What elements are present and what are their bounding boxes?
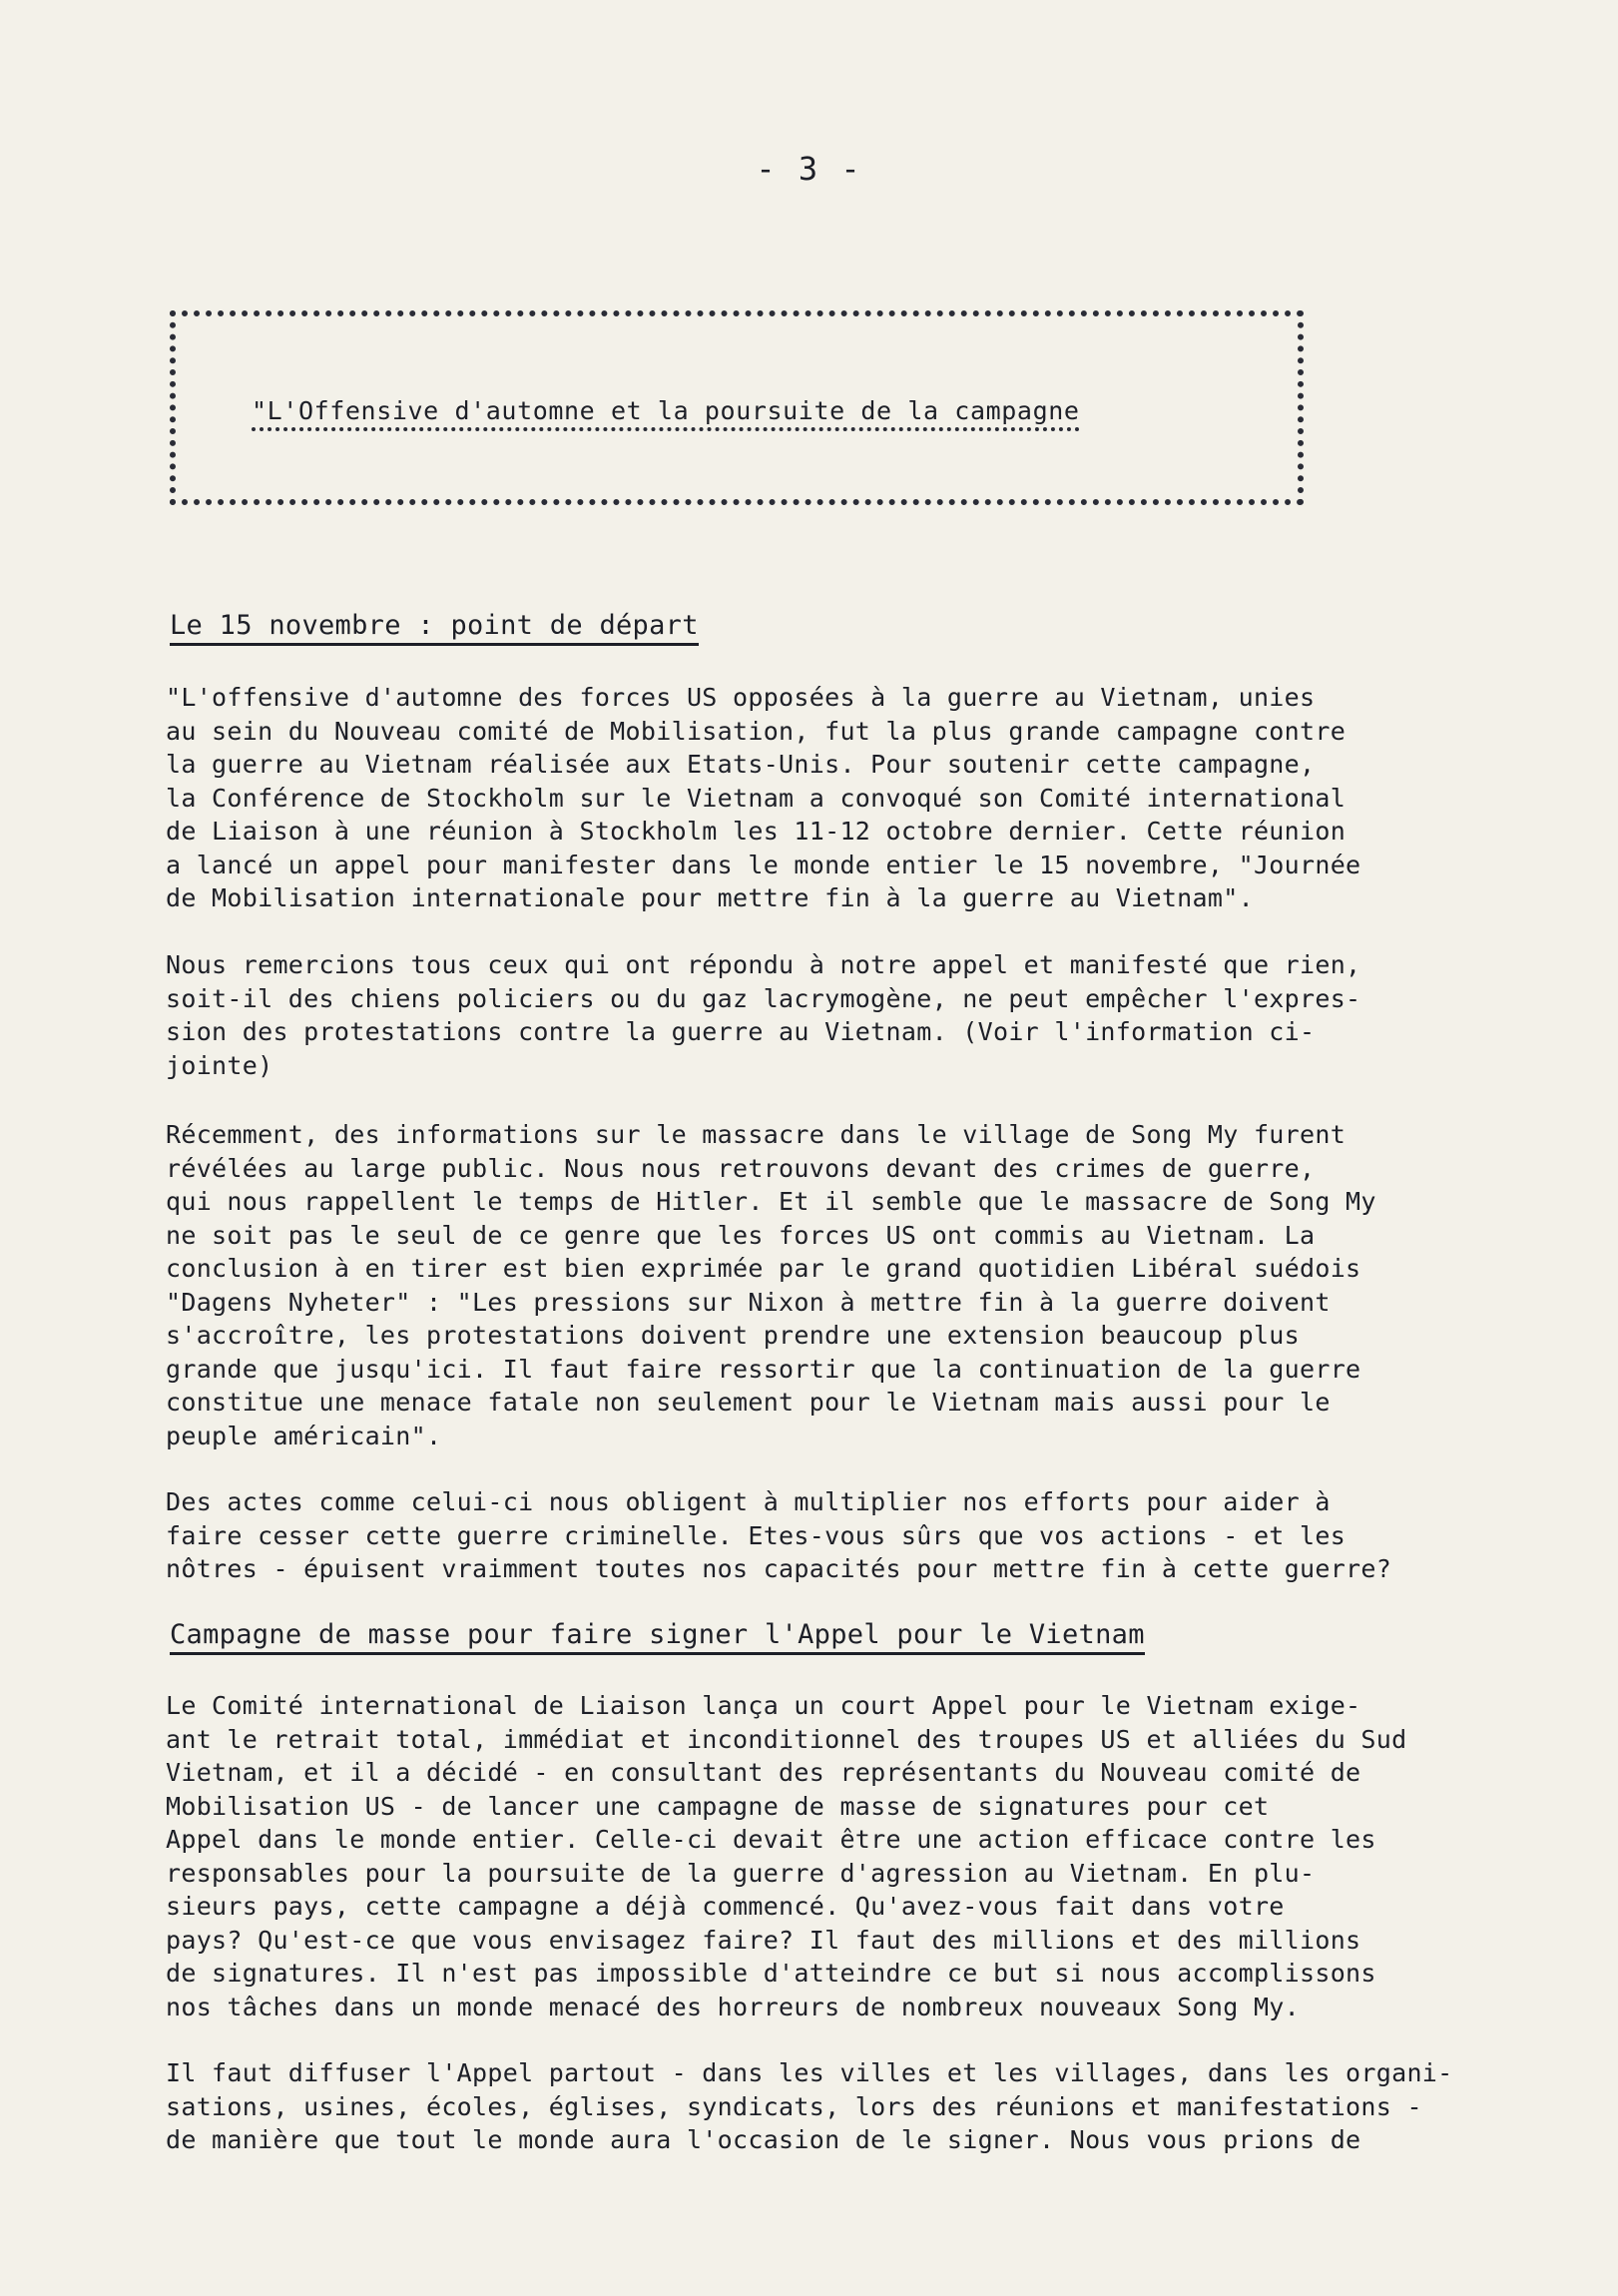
- text-line: sion des protestations contre la guerre au Vietnam. (Voir l'information ci-: [166, 1017, 1316, 1046]
- text-line: Nous remercions tous ceux qui ont répondu à notre appel et manifesté que rien,: [166, 950, 1361, 979]
- text-line: sations, usines, écoles, églises, syndicats, lors des réunions et manifestations -: [166, 2091, 1422, 2121]
- text-line: grande que jusqu'ici. Il faut faire ressortir que la continuation de la guerre: [166, 1354, 1361, 1384]
- paragraph: [166, 2056, 1523, 2157]
- text-line: ant le retrait total, immédiat et inconditionnel des troupes US et alliées du Sud: [166, 1724, 1407, 1754]
- text-line: a lancé un appel pour manifester dans le monde entier le 15 novembre, "Journée: [166, 850, 1361, 879]
- text-line: peuple américain".: [166, 1421, 442, 1450]
- paragraph: [166, 681, 1523, 915]
- text-line: de signatures. Il n'est pas impossible d'atteindre ce but si nous accomplissons: [166, 1959, 1376, 1988]
- text-line: "Dagens Nyheter" : "Les pressions sur Nixon à mettre fin à la guerre doivent: [166, 1287, 1331, 1317]
- paragraph: [166, 948, 1523, 1082]
- text-line: nôtres - épuisent vraimment toutes nos capacités pour mettre fin à cette guerre?: [166, 1554, 1392, 1583]
- text-line: faire cesser cette guerre criminelle. Etes-vous sûrs que vos actions - et les: [166, 1520, 1347, 1550]
- paragraph: [166, 1689, 1523, 2023]
- text-line: la Conférence de Stockholm sur le Vietnam a convoqué son Comité international: [166, 783, 1347, 813]
- text-line: sieurs pays, cette campagne a déjà commencé. Qu'avez-vous fait dans votre: [166, 1892, 1285, 1921]
- text-line: Mobilisation US - de lancer une campagne de masse de signatures pour cet: [166, 1791, 1270, 1821]
- text-line: Appel dans le monde entier. Celle-ci devait être une action efficace contre les: [166, 1825, 1376, 1854]
- text-line: au sein du Nouveau comité de Mobilisation, fut la plus grande campagne contre: [166, 716, 1347, 746]
- text-line: Des actes comme celui-ci nous obligent à multiplier nos efforts pour aider à: [166, 1487, 1331, 1516]
- paragraph: [166, 1118, 1523, 1452]
- document-title: "L'Offensive d'automne et la poursuite de la campagne: [252, 396, 1080, 431]
- text-line: soit-il des chiens policiers ou du gaz lacrymogène, ne peut empêcher l'expres-: [166, 983, 1361, 1013]
- text-line: qui nous rappellent le temps de Hitler. Et il semble que le massacre de Song My: [166, 1187, 1376, 1216]
- text-line: de Mobilisation internationale pour mettre fin à la guerre au Vietnam".: [166, 883, 1254, 912]
- paragraph: [166, 1485, 1523, 1586]
- text-line: Vietnam, et il a décidé - en consultant des représentants du Nouveau comité de: [166, 1758, 1361, 1787]
- text-line: "L'offensive d'automne des forces US opposées à la guerre au Vietnam, unies: [166, 683, 1316, 712]
- text-line: conclusion à en tirer est bien exprimée par le grand quotidien Libéral suédois: [166, 1254, 1361, 1283]
- text-line: révélées au large public. Nous nous retrouvons devant des crimes de guerre,: [166, 1153, 1316, 1183]
- title-box: [170, 310, 1304, 505]
- text-line: Le Comité international de Liaison lança un court Appel pour le Vietnam exige-: [166, 1691, 1361, 1720]
- text-line: la guerre au Vietnam réalisée aux Etats-Unis. Pour soutenir cette campagne,: [166, 750, 1316, 779]
- text-line: jointe): [166, 1050, 273, 1080]
- text-line: de Liaison à une réunion à Stockholm les 11-12 octobre dernier. Cette réunion: [166, 817, 1347, 846]
- text-line: responsables pour la poursuite de la guerre d'agression au Vietnam. En plu-: [166, 1858, 1316, 1888]
- section-heading-1: Le 15 novembre : point de départ: [170, 610, 699, 646]
- text-line: pays? Qu'est-ce que vous envisagez faire? Il faut des millions et des millions: [166, 1925, 1361, 1955]
- text-line: ne soit pas le seul de ce genre que les forces US ont commis au Vietnam. La: [166, 1220, 1316, 1250]
- text-line: de manière que tout le monde aura l'occasion de le signer. Nous vous prions de: [166, 2125, 1361, 2154]
- page-number: - 3 -: [756, 150, 862, 188]
- text-line: nos tâches dans un monde menacé des horreurs de nombreux nouveaux Song My.: [166, 1992, 1300, 2021]
- text-line: s'accroître, les protestations doivent prendre une extension beaucoup plus: [166, 1321, 1300, 1350]
- text-line: constitue une menace fatale non seulement pour le Vietnam mais aussi pour le: [166, 1388, 1331, 1417]
- text-line: Récemment, des informations sur le massacre dans le village de Song My furent: [166, 1120, 1347, 1149]
- text-line: Il faut diffuser l'Appel partout - dans les villes et les villages, dans les organi-: [166, 2058, 1453, 2087]
- section-heading-2: Campagne de masse pour faire signer l'Appel pour le Vietnam: [170, 1619, 1145, 1655]
